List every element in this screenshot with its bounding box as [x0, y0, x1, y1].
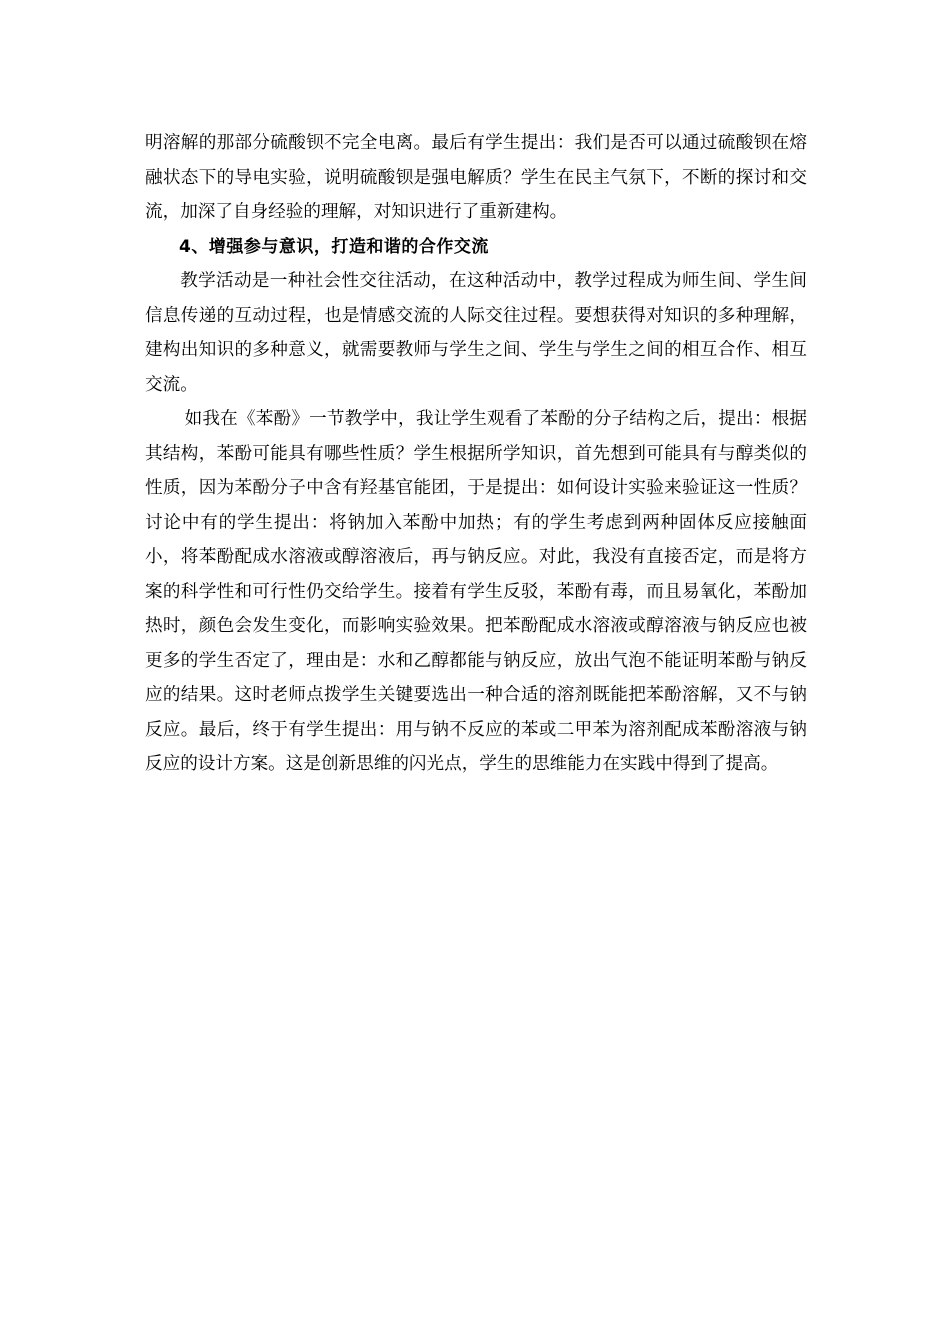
- paragraph-phenol-example: 如我在《苯酚》一节教学中，我让学生观看了苯酚的分子结构之后，提出：根据其结构，苯酚可能具有哪些性质？学生根据所学知识，首先想到可能具有与醇类似的性质，因为苯酚分子中含有羟基官能团，于是提出：如何设计实验来验证这一性质？讨论中有的学生提出：将钠加入苯酚中加热；有的学生考虑到两种固体反应接触面小，将苯酚配成水溶液或醇溶液后，再与钠反应。对此，我没有直接否定，而是将方案的科学性和可行性仍交给学生。接着有学生反驳，苯酚有毒，而且易氧化，苯酚加热时，颜色会发生变化，而影响实验效果。把苯酚配成水溶液或醇溶液与钠反应也被更多的学生否定了，理由是：水和乙醇都能与钠反应，放出气泡不能证明苯酚与钠反应的结果。这时老师点拨学生关键要选出一种合适的溶剂既能把苯酚溶解，又不与钠反应。最后，终于有学生提出：用与钠不反应的苯或二甲苯为溶剂配成苯酚溶液与钠反应的设计方案。这是创新思维的闪光点，学生的思维能力在实践中得到了提高。: [145, 409, 807, 774]
- paragraph-continuation: 明溶解的那部分硫酸钡不完全电离。最后有学生提出：我们是否可以通过硫酸钡在熔融状态下的导电实验，说明硫酸钡是强电解质？学生在民主气氛下，不断的探讨和交流，加深了自身经验的理解，对知识进行了重新建构。: [145, 133, 807, 222]
- section-heading: 4、增强参与意识，打造和谐的合作交流: [179, 236, 489, 257]
- paragraph-teaching-activity: 教学活动是一种社会性交往活动，在这种活动中，教学过程成为师生间、学生间信息传递的互动过程，也是情感交流的人际交往过程。要想获得对知识的多种理解，建构出知识的多种意义，就需要教师与学生之间、学生与学生之间的相互合作、相互交流。: [145, 271, 807, 395]
- document-body: [145, 126, 807, 782]
